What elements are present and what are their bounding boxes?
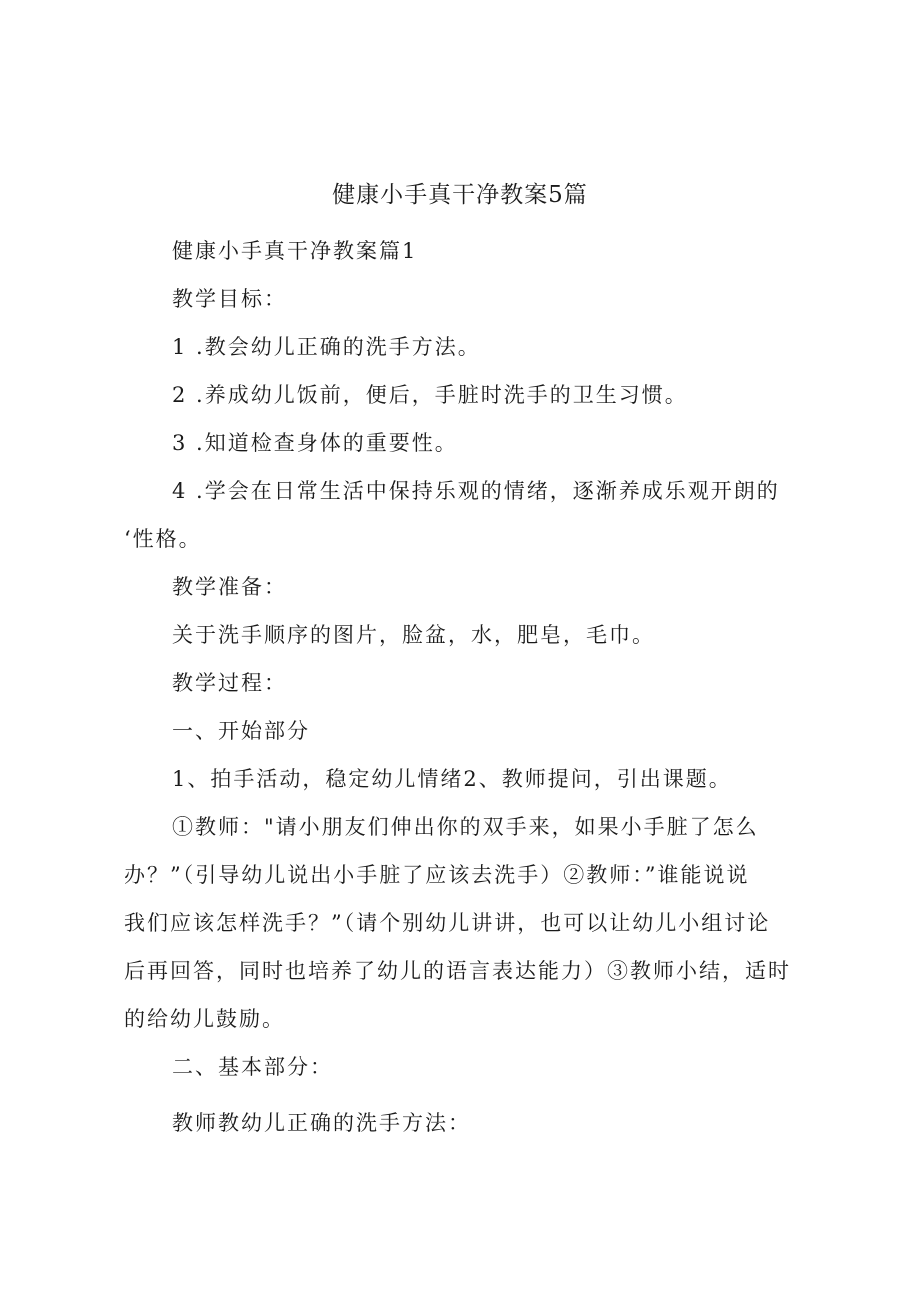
section-heading-1: 健康小手真干净教案篇1 [172,239,418,263]
paragraph-line: 1 .教会幼儿正确的洗手方法。 [172,335,481,359]
paragraph-line: 一、开始部分 [172,719,310,743]
paragraph-line: 二、基本部分： [172,1055,333,1079]
paragraph-line: 4 .学会在日常生活中保持乐观的情绪，逐渐养成乐观开朗的 [172,479,780,503]
paragraph-line: 办？”（引导幼儿说出小手脏了应该去洗手）②教师：”谁能说说 [124,863,750,887]
paragraph-line: 3 .知道检查身体的重要性。 [172,431,458,455]
paragraph-line: 后再回答，同时也培养了幼儿的语言表达能力）③教师小结，适时 [124,959,791,983]
paragraph-line: 的给幼儿鼓励。 [124,1007,285,1031]
paragraph-line: 2 .养成幼儿饭前，便后，手脏时洗手的卫生习惯。 [172,383,688,407]
paragraph-line: ①教师："请小朋友们伸出你的双手来，如果小手脏了怎么 [172,815,759,839]
paragraph-line: 教学准备： [172,575,287,599]
paragraph-line: 教师教幼儿正确的洗手方法： [172,1111,471,1135]
document-title: 健康小手真干净教案5篇 [332,182,588,208]
paragraph-line: ‘性格。 [124,527,202,551]
paragraph-line: 1、拍手活动，稳定幼儿情绪2、教师提问，引出课题。 [172,767,732,791]
paragraph-line: 我们应该怎样洗手？”（请个别幼儿讲讲，也可以让幼儿小组讨论 [124,911,771,935]
paragraph-line: 关于洗手顺序的图片，脸盆，水，肥皂，毛巾。 [172,623,655,647]
paragraph-line: 教学过程： [172,671,287,695]
paragraph-line: 教学目标： [172,287,287,311]
